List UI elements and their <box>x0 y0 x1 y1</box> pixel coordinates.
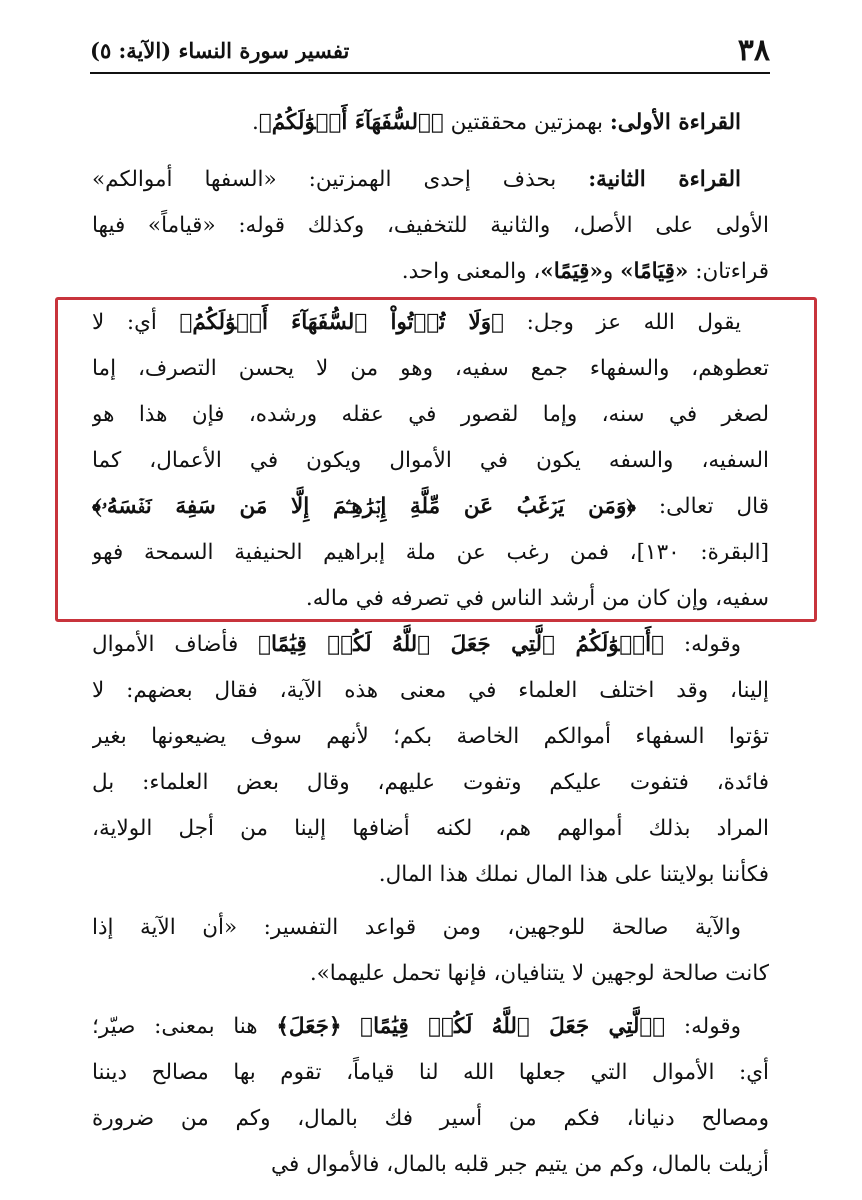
paragraph-highlighted <box>92 300 769 622</box>
text-segment: السفيه، والسفه يكون في الأموال ويكون في الأعمال، كما <box>92 448 769 473</box>
text-line <box>92 203 769 249</box>
text-segment: فكأننا بولايتنا على هذا المال نملك هذا المال. <box>378 862 769 887</box>
text-line <box>92 300 769 346</box>
text-segment: الأولى على الأصل، والثانية للتخفيف، وكذلك قوله: «قياماً» فيها <box>92 213 769 238</box>
paragraph-ownership <box>92 622 769 898</box>
text-segment <box>341 1014 360 1039</box>
text-segment: تؤتوا السفهاء أموالكم الخاصة بكم؛ لأنهم سوف يضيعونها بغير <box>92 724 769 749</box>
text-line <box>92 530 769 576</box>
quran-quote: «قِيَامًا» <box>620 259 689 284</box>
text-line <box>92 668 769 714</box>
paragraph-rule <box>92 905 769 997</box>
text-line <box>92 1096 769 1142</box>
text-line <box>92 346 769 392</box>
header-rule <box>90 72 770 74</box>
quran-quote: «قِيَمًا» <box>540 259 603 284</box>
reading-label: القراءة الثانية: <box>588 167 742 192</box>
text-line <box>92 484 769 530</box>
text-segment: والآية صالحة للوجهين، ومن قواعد التفسير: «أن الآية إذا <box>92 915 741 940</box>
text-segment: أي: لا <box>92 310 180 335</box>
text-line <box>92 1050 769 1096</box>
page-header <box>90 30 770 70</box>
quran-quote: ﴿وَلَا تُؤۡتُواْ ٱلسُّفَهَآءَ أَمۡوَٰلَكُمُ﴾ <box>179 310 505 335</box>
page-number: ٣٨ <box>737 32 770 68</box>
text-segment: . <box>252 110 259 135</box>
quran-quote: ﴿وَمَن يَرۡغَبُ عَن مِّلَّةِ إِبۡرَٰهِـۧمَ إِلَّا مَن سَفِهَ نَفۡسَهُۥ﴾ <box>92 494 636 519</box>
text-line <box>92 1142 769 1188</box>
text-segment: إلينا، وقد اختلف العلماء في معنى هذه الآية، فقال بعضهم: لا <box>92 678 769 703</box>
quran-quote: ﴿ٱلَّتِي جَعَلَ ٱللَّهُ لَكُمۡ قِيَٰمًا﴾ <box>360 1014 666 1039</box>
text-line <box>92 100 769 146</box>
paragraph-qiyam <box>92 1004 769 1188</box>
text-line <box>92 951 769 997</box>
text-segment: سفيه، وإن كان من أرشد الناس في تصرفه في ماله. <box>305 586 769 611</box>
paragraph-second-reading <box>92 157 769 295</box>
paragraph-first-reading <box>92 100 769 146</box>
text-segment: أي: الأموال التي جعلها الله لنا قياماً، تقوم بها مصالح ديننا <box>92 1060 769 1085</box>
text-segment: هنا بمعنى: صيّر؛ <box>92 1014 277 1039</box>
text-segment: و <box>602 259 621 284</box>
text-segment: المراد بذلك أموالهم هم، لكنه أضافها إلينا من أجل الولاية، <box>92 816 769 841</box>
reading-label: القراءة الأولى: <box>609 110 741 135</box>
text-line <box>92 806 769 852</box>
text-segment: وقوله: <box>665 1014 741 1039</box>
text-segment: يقول الله عز وجل: <box>504 310 742 335</box>
quran-quote: ﴿جَعَلَ﴾ <box>276 1014 342 1039</box>
text-segment: أزيلت بالمال، وكم من يتيم جبر قلبه بالمال، فالأموال في <box>271 1152 769 1177</box>
text-segment: كانت صالحة لوجهين لا يتنافيان، فإنها تحمل عليهما». <box>309 961 769 986</box>
text-line <box>92 852 769 898</box>
text-line <box>92 714 769 760</box>
text-line <box>92 622 769 668</box>
text-line <box>92 249 769 295</box>
text-segment: قال تعالى: <box>635 494 769 519</box>
text-line <box>92 760 769 806</box>
text-segment: فائدة، فتفوت عليكم وتفوت عليهم، وقال بعض العلماء: بل <box>92 770 769 795</box>
text-line <box>92 905 769 951</box>
text-segment: تعطوهم، والسفهاء جمع سفيه، وهو من لا يحسن التصرف، إما <box>92 356 769 381</box>
running-title: تفسير سورة النساء (الآية: ٥) <box>90 37 350 63</box>
text-line <box>92 157 769 203</box>
text-segment: بهمزتين محققتين <box>443 110 610 135</box>
quran-quote: ﴿أَمۡوَٰلَكُمُ ٱلَّتِي جَعَلَ ٱللَّهُ لَكُمۡ قِيَٰمًا﴾ <box>258 632 665 657</box>
text-segment: قراءتان: <box>688 259 769 284</box>
text-segment: بحذف إحدى الهمزتين: «السفها أموالكم» <box>92 167 589 192</box>
quran-quote: ﴿ٱلسُّفَهَآءَ أَمۡوَٰلَكُمُ﴾ <box>258 110 444 135</box>
text-line <box>92 576 769 622</box>
text-segment: ، والمعنى واحد. <box>401 259 541 284</box>
text-line <box>92 438 769 484</box>
text-line <box>92 1004 769 1050</box>
text-segment: لصغر في سنه، وإما لقصور في عقله ورشده، فإن هذا هو <box>92 402 769 427</box>
text-segment: فأضاف الأموال <box>92 632 259 657</box>
text-segment: وقوله: <box>664 632 741 657</box>
text-segment: ومصالح دنيانا، فكم من أسير فك بالمال، وكم من ضرورة <box>92 1106 769 1131</box>
text-line <box>92 392 769 438</box>
text-segment: [البقرة: ١٣٠]، فمن رغب عن ملة إبراهيم الحنيفية السمحة فهو <box>92 540 769 565</box>
